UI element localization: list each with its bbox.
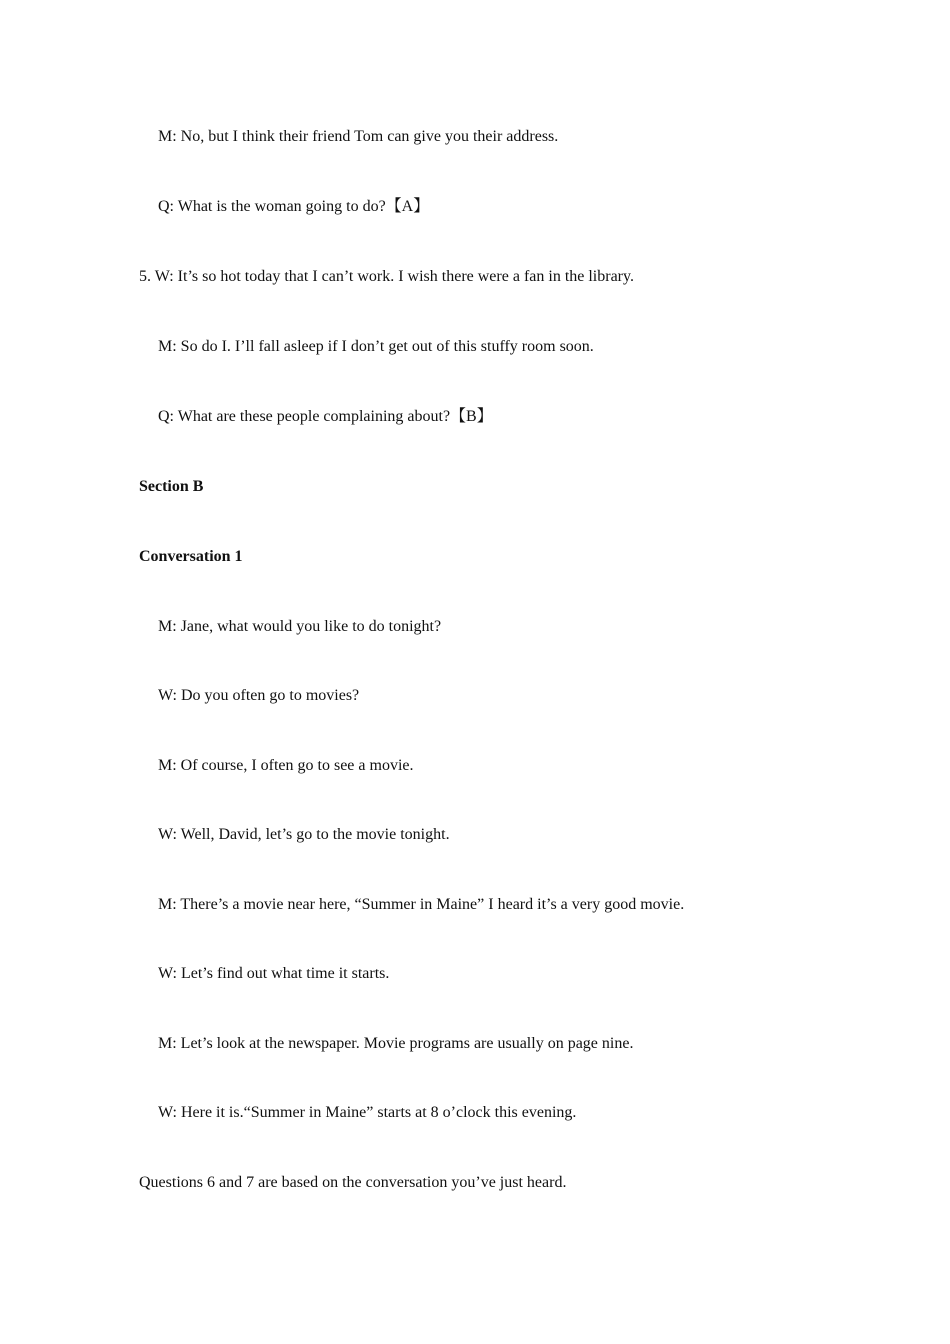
dialogue-line-woman-2: W: Well, David, let’s go to the movie tonight. [158, 826, 450, 843]
dialogue-line-man-3: M: Jane, what would you like to do tonight? [158, 618, 442, 635]
section-heading: Section B [139, 478, 204, 495]
dialogue-line-man-5: M: There’s a movie near here, “Summer in Maine” I heard it’s a very good movie. [158, 896, 685, 913]
dialogue-line-item-5: 5. W: It’s so hot today that I can’t work. I wish there were a fan in the library. [139, 268, 634, 285]
question-line-4: Q: What is the woman going to do?【A】 [158, 198, 430, 215]
questions-intro-line: Questions 6 and 7 are based on the conversation you’ve just heard. [139, 1174, 567, 1191]
dialogue-line-woman-1: W: Do you often go to movies? [158, 687, 360, 704]
dialogue-line-man-2: M: So do I. I’ll fall asleep if I don’t get out of this stuffy room soon. [158, 338, 594, 355]
dialogue-line-woman-3: W: Let’s find out what time it starts. [158, 965, 390, 982]
dialogue-line-man-6: M: Let’s look at the newspaper. Movie programs are usually on page nine. [158, 1035, 634, 1052]
dialogue-line-woman-4: W: Here it is.“Summer in Maine” starts at 8 o’clock this evening. [158, 1104, 577, 1121]
conversation-heading: Conversation 1 [139, 548, 243, 565]
dialogue-line-man-1: M: No, but I think their friend Tom can give you their address. [158, 128, 559, 145]
dialogue-line-man-4: M: Of course, I often go to see a movie. [158, 757, 414, 774]
question-line-5: Q: What are these people complaining about?【B】 [158, 408, 493, 425]
